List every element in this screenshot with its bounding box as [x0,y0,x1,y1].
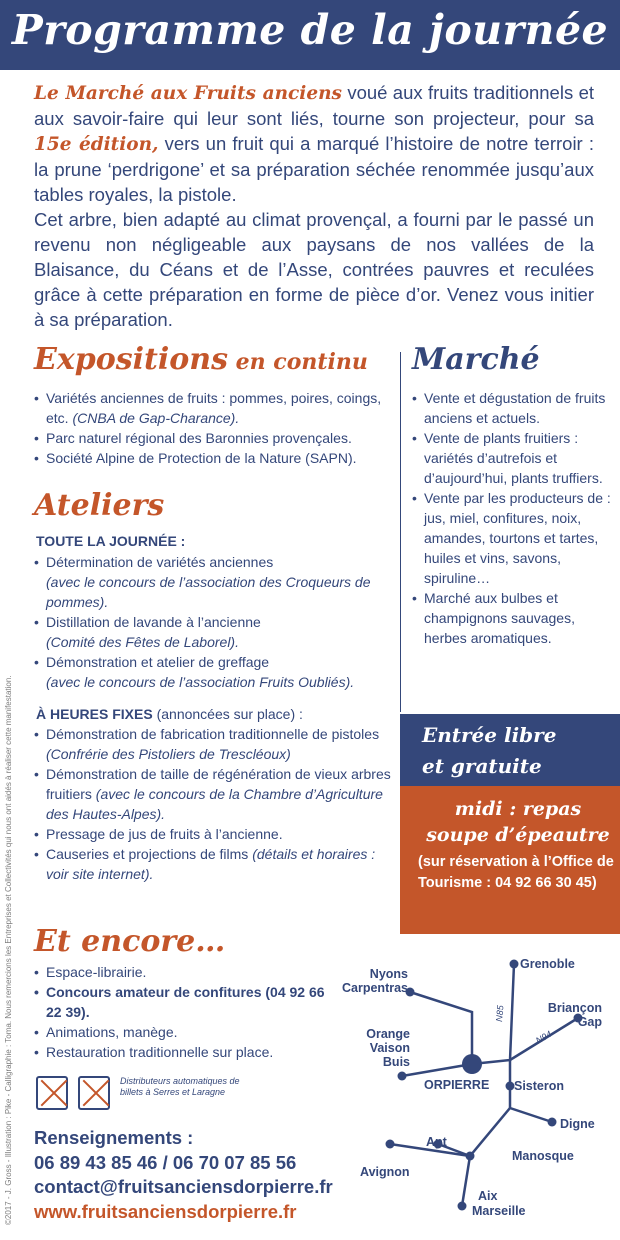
list-item: • Causeries et projections de films (détails et horaires : voir site internet). [34,844,400,884]
list-item: • Détermination de variétés anciennes (avec le concours de l’association des Croqueurs de pommes). [34,552,400,612]
list-item: • Concours amateur de confitures (04 92 66 22 39). [34,982,334,1022]
title-banner [0,0,620,70]
list-item: • Démonstration de fabrication traditionnelle de pistoles (Confrérie des Pistoliers de Trescléoux) [34,724,400,764]
list-item: • Parc naturel régional des Baronnies provençales. [34,428,400,448]
lunch-box [400,786,620,934]
no-ticket-machine-icon [78,1076,110,1110]
map-label-digne: Digne [560,1117,595,1131]
aix-marker [458,1202,467,1211]
map-label-avignon: Avignon [360,1165,410,1179]
encore-list [34,962,334,1062]
phone-numbers: 06 89 43 85 46 / 06 70 07 85 56 [34,1151,297,1173]
list-item: • Vente de plants fruitiers : variétés d’autrefois et d’aujourd’hui, plants truffiers. [412,428,612,488]
avignon-marker [386,1140,395,1149]
column-divider [400,352,401,712]
map-label-carpentras: Carpentras [342,981,408,995]
intro-text-3: Cet arbre, bien adapté au climat provençal, a fourni par le passé un revenu non négligeable aux paysans de nos vallées de la Blaisance, du Céans et de l’Asse, contrées pauvres et reculées grâce à cette préparation en forme de pièce d’or. Venez vous initier à sa préparation. [34,209,594,330]
list-item: • Animations, manège. [34,1022,334,1042]
map-label-aix: Aix [478,1189,498,1203]
free-entry-line-2: et gratuite [422,754,542,778]
lunch-details: (sur réservation à l’Office de Tourisme : 04 92 66 30 45) [418,854,614,891]
list-item: • Vente et dégustation de fruits anciens et actuels. [412,388,612,428]
ateliers-subhead-all-day: TOUTE LA JOURNÉE : [36,533,186,549]
intro-text-2: vers un fruit qui a marqué l’histoire de notre terroir : la prune ‘perdrigone’ et sa préparation séchée renommée jusqu’aux tables royales, la pistole. [34,133,594,205]
buis-marker [398,1072,407,1081]
atm-note: Distributeurs automatiques de billets à Serres et Laragne [120,1076,240,1097]
encore-title: Et encore… [34,924,226,959]
map-label-briancon: Briançon [547,1001,602,1015]
free-entry-box [400,714,620,786]
intro-edition: 15e édition, [34,134,159,155]
marche-list [412,388,612,648]
list-item: • Marché aux bulbes et champignons sauvages, herbes aromatiques. [412,588,612,648]
list-item: • Variétés anciennes de fruits : pommes, poires, coings, etc. (CNBA de Gap-Charance). [34,388,400,428]
map-label-gap: Gap [577,1015,602,1029]
map-label-nyons: Nyons [369,967,408,981]
list-item: • Espace-librairie. [34,962,334,982]
road-label-n85: N85 [494,1004,506,1023]
map-label-buis: Buis [382,1055,410,1069]
ateliers-title: Ateliers [34,488,165,523]
lunch-line-2: soupe d’épeautre [426,824,610,846]
expositions-title [34,342,368,377]
road-label-n94: N94 [534,1028,554,1046]
website-link[interactable]: www.fruitsanciensdorpierre.fr [34,1200,297,1222]
ateliers-list-fixed-hours [34,724,400,884]
map-label-orpierre: ORPIERRE [424,1078,490,1092]
map-label-sisteron: Sisteron [514,1079,565,1093]
list-item: • Pressage de jus de fruits à l’ancienne. [34,824,400,844]
contact-block [34,1126,333,1224]
digne-marker [548,1118,557,1127]
renseignements-title: Renseignements : [34,1127,194,1148]
map-label-apt: Apt [426,1135,447,1149]
list-item: • Démonstration de taille de régénération de vieux arbres fruitiers (avec le concours de la Chambre d’Agriculture des Hautes-Alpes). [34,764,400,824]
map-label-manosque: Manosque [512,1149,574,1163]
intro-lead: Le Marché aux Fruits anciens [34,83,342,104]
orpierre-marker [462,1054,482,1074]
map-label-orange: Orange [366,1027,410,1041]
map-label-grenoble: Grenoble [520,957,575,971]
access-map [330,948,620,1228]
list-item: • Société Alpine de Protection de la Nature (SAPN). [34,448,400,468]
list-item: • Distillation de lavande à l’ancienne (Comité des Fêtes de Laborel). [34,612,400,652]
marche-title: Marché [412,342,540,377]
expositions-title-main: Expositions [34,342,228,377]
email-link[interactable]: contact@fruitsanciensdorpierre.fr [34,1176,333,1197]
manosque-marker [466,1152,475,1161]
ateliers-list-all-day [34,552,400,692]
list-item: • Vente par les producteurs de : jus, miel, confitures, noix, amandes, tourtons et tartes, huiles et vins, savons, spiruline… [412,488,612,588]
map-label-vaison: Vaison [369,1041,410,1055]
map-label-marseille: Marseille [472,1204,526,1218]
intro-text-1: voué aux fruits traditionnels et aux savoir-faire qui leur sont liés, tourne son projecteur, pour sa [34,82,594,129]
ateliers-subhead-fixed-hours: À HEURES FIXES (annoncées sur place) : [36,706,303,722]
lunch-line-1: midi : repas [454,798,582,820]
grenoble-marker [510,960,519,969]
expositions-title-rest: en continu [228,349,368,375]
free-entry-line-1: Entrée libre [422,723,557,747]
credits-line: ©2017 - J. Gross - Illustration : Pike - Calligraphie : Toma. Nous remercions les Entreprises et Collectivités qui nous ont aidés à réaliser cette manifestation. [4,675,13,1225]
list-item: • Restauration traditionnelle sur place. [34,1042,334,1062]
list-item: • Démonstration et atelier de greffage (avec le concours de l’association Fruits Oubliés). [34,652,400,692]
no-atm-icon [36,1076,68,1110]
page-title: Programme de la journée [11,6,609,54]
intro-paragraph [34,80,594,332]
expositions-list [34,388,400,468]
